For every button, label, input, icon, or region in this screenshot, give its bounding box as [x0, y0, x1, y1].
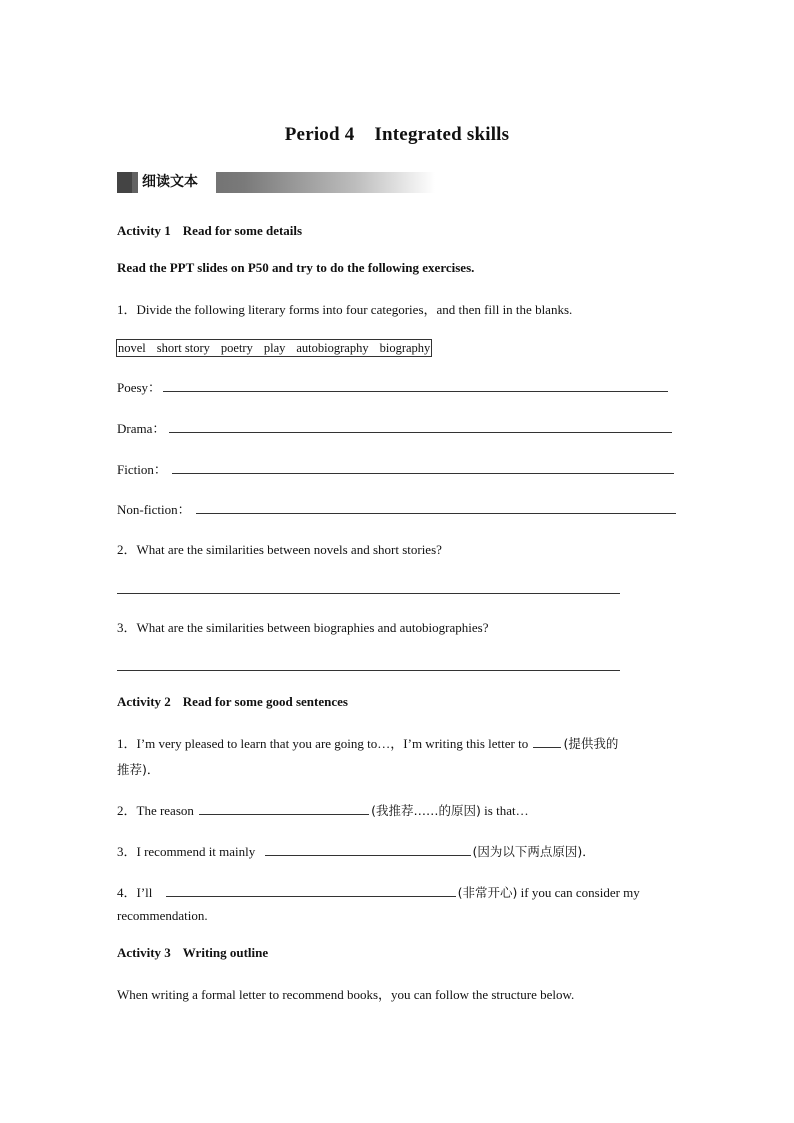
sentence-2-tail: is that…	[484, 803, 529, 818]
banner-marker	[117, 172, 132, 193]
banner-label: 细读文本	[138, 172, 216, 193]
activity3-number: Activity 3	[117, 945, 171, 960]
period-label: Period 4	[284, 124, 355, 145]
fiction-blank[interactable]	[172, 473, 674, 474]
form-item: novel	[118, 341, 146, 355]
poesy-blank[interactable]	[163, 391, 668, 392]
sentence-1-hint-cont: 推荐)．	[117, 762, 160, 777]
activity2-number: Activity 2	[117, 694, 171, 709]
sentence-2-hint: (我推荐……的原因)	[371, 803, 481, 818]
form-item: biography	[379, 341, 431, 355]
sentence-3-hint: (因为以下两点原因)．	[472, 844, 595, 859]
form-item: autobiography	[296, 341, 369, 355]
activity2-title: Read for some good sentences	[182, 694, 348, 709]
activity3-heading	[117, 945, 268, 961]
section-banner	[117, 172, 435, 193]
activity2-heading	[117, 694, 348, 710]
sentence-1-blank[interactable]	[533, 736, 561, 748]
sentence-2-blank[interactable]	[199, 803, 369, 815]
fiction-label: Fiction：	[117, 462, 167, 477]
sentence-2-text: 2．The reason	[117, 803, 194, 818]
activity3-text: When writing a formal letter to recommend books，you can follow the structure below.	[117, 987, 575, 1002]
drama-label: Drama：	[117, 421, 166, 436]
sentence-4-blank[interactable]	[166, 885, 456, 897]
page-title	[0, 124, 794, 146]
activity3-title: Writing outline	[182, 945, 269, 960]
form-item: short story	[156, 341, 210, 355]
nonfiction-blank[interactable]	[196, 513, 676, 514]
sentence-4-cont: recommendation.	[117, 908, 208, 923]
activity1-heading	[117, 223, 302, 239]
question-3-blank[interactable]	[117, 670, 620, 671]
sentence-1-text: 1．I’m very pleased to learn that you are going to…，I’m writing this letter to	[117, 736, 529, 751]
topic-label: Integrated skills	[374, 124, 510, 145]
form-item: play	[263, 341, 286, 355]
question-1: 1．Divide the following literary forms into four categories，and then fill in the blanks.	[117, 302, 573, 317]
sentence-4-hint: (非常开心)	[457, 885, 518, 900]
question-3: 3．What are the similarities between biographies and autobiographies?	[117, 620, 489, 635]
sentence-1-hint: (提供我的	[563, 736, 619, 751]
sentence-4-tail: if you can consider my	[520, 885, 640, 900]
activity1-number: Activity 1	[117, 223, 171, 238]
drama-blank[interactable]	[169, 432, 672, 433]
poesy-label: Poesy：	[117, 380, 162, 395]
question-2: 2．What are the similarities between novels and short stories?	[117, 542, 442, 557]
literary-forms-box	[116, 339, 432, 357]
question-2-blank[interactable]	[117, 593, 620, 594]
sentence-3-blank[interactable]	[265, 844, 471, 856]
sentence-2	[117, 800, 529, 819]
nonfiction-label: Non-fiction：	[117, 502, 191, 517]
sentence-3	[117, 841, 595, 860]
sentence-4-text: 4．I’ll	[117, 885, 153, 900]
activity1-instruction: Read the PPT slides on P50 and try to do the following exercises.	[117, 260, 475, 275]
form-item: poetry	[220, 341, 253, 355]
sentence-4	[117, 882, 682, 901]
sentence-3-text: 3．I recommend it mainly	[117, 844, 256, 859]
activity1-title: Read for some details	[182, 223, 303, 238]
sentence-1	[117, 733, 682, 752]
